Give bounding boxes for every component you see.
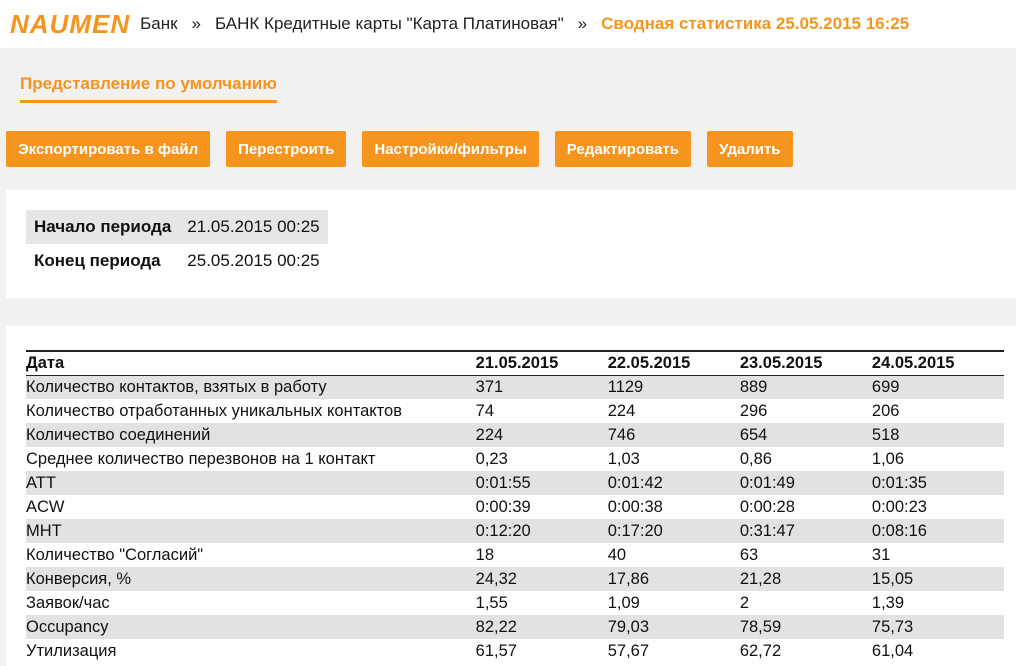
period-end-label: Конец периода (34, 251, 161, 270)
column-header-day: 23.05.2015 (740, 351, 872, 375)
metric-value: 0:17:20 (608, 519, 740, 543)
metric-value: 1,06 (871, 449, 905, 468)
metric-value: 654 (740, 423, 872, 447)
metric-value: 82,22 (476, 615, 608, 639)
table-row (26, 519, 1004, 543)
metric-label: MHT (26, 519, 476, 543)
metric-value: 79,03 (608, 615, 740, 639)
metric-label: Количество соединений (26, 423, 476, 447)
stats-table (26, 350, 1004, 663)
table-row (26, 591, 1004, 615)
metric-value: 63 (739, 545, 759, 564)
period-table (26, 210, 328, 278)
view-tabs (0, 62, 1016, 112)
table-row (26, 543, 1004, 567)
table-row (26, 567, 1004, 591)
column-header-day: 21.05.2015 (476, 351, 608, 375)
column-header-day: 24.05.2015 (872, 351, 1004, 375)
page-title: Сводная статистика 25.05.2015 16:25 (601, 14, 910, 33)
metric-value: 296 (739, 401, 768, 420)
period-panel (6, 190, 1016, 298)
metric-value: 24,32 (476, 567, 608, 591)
table-row (26, 639, 1004, 663)
metric-label: Количество отработанных уникальных контактов (26, 401, 402, 420)
metric-value: 0:00:23 (871, 497, 927, 516)
metric-value: 15,05 (872, 567, 1004, 591)
metric-value: 21,28 (740, 567, 872, 591)
period-start-value: 21.05.2015 00:25 (179, 210, 327, 244)
metric-value: 18 (475, 545, 495, 564)
table-row (26, 447, 1004, 471)
breadcrumb-separator: » (577, 14, 588, 33)
table-row (26, 471, 1004, 495)
metric-value: 371 (476, 375, 608, 399)
column-header-date: Дата (26, 351, 476, 375)
naumen-logo[interactable]: NAUMEN (10, 8, 131, 39)
stats-panel (6, 326, 1016, 666)
metric-label: ACW (26, 497, 65, 516)
settings-filters-button[interactable]: Настройки/фильтры (362, 131, 538, 167)
metric-value: 224 (607, 401, 636, 420)
metric-value: 61,57 (475, 641, 517, 660)
metric-value: 0:12:20 (476, 519, 608, 543)
metric-value: 699 (872, 375, 1004, 399)
header-bar (0, 0, 1016, 48)
metric-value: 0:00:28 (739, 497, 795, 516)
metric-label: Заявок/час (26, 593, 110, 612)
delete-button[interactable]: Удалить (707, 131, 793, 167)
metric-value: 518 (872, 423, 1004, 447)
table-row (26, 615, 1004, 639)
period-start-row (26, 210, 328, 244)
metric-value: 0:31:47 (740, 519, 872, 543)
metric-value: 746 (608, 423, 740, 447)
metric-label: ATT (26, 471, 476, 495)
metric-value: 206 (871, 401, 900, 420)
metric-label: Среднее количество перезвонов на 1 контакт (26, 449, 376, 468)
metric-value: 889 (740, 375, 872, 399)
breadcrumb-project[interactable]: БАНК Кредитные карты "Карта Платиновая" (215, 14, 564, 33)
metric-value: 1129 (608, 375, 740, 399)
metric-value: 40 (607, 545, 627, 564)
breadcrumb-bank[interactable]: Банк (140, 14, 178, 33)
table-row (26, 399, 1004, 423)
metric-value: 75,73 (872, 615, 1004, 639)
tab-default-view[interactable]: Представление по умолчанию (20, 74, 277, 103)
metric-value: 1,09 (607, 593, 640, 612)
metric-value: 224 (476, 423, 608, 447)
breadcrumb-separator: » (191, 14, 202, 33)
column-header-day: 22.05.2015 (608, 351, 740, 375)
table-row (26, 495, 1004, 519)
table-row (26, 423, 1004, 447)
stats-header-row (26, 351, 1004, 375)
metric-value: 0:00:39 (475, 497, 531, 516)
toolbar (6, 131, 793, 167)
metric-value: 31 (871, 545, 891, 564)
metric-value: 0:01:49 (740, 471, 872, 495)
metric-label: Количество "Согласий" (26, 545, 204, 564)
metric-value: 17,86 (608, 567, 740, 591)
edit-button[interactable]: Редактировать (555, 131, 691, 167)
metric-label: Occupancy (26, 615, 476, 639)
metric-value: 0:01:35 (872, 471, 1004, 495)
rebuild-button[interactable]: Перестроить (226, 131, 346, 167)
period-end-value: 25.05.2015 00:25 (187, 251, 320, 270)
metric-value: 0:01:42 (608, 471, 740, 495)
metric-value: 74 (475, 401, 495, 420)
metric-value: 1,03 (607, 449, 640, 468)
stats-body (26, 375, 1004, 663)
metric-value: 2 (739, 593, 750, 612)
metric-value: 61,04 (871, 641, 914, 660)
metric-label: Утилизация (26, 641, 117, 660)
metric-label: Количество контактов, взятых в работу (26, 375, 476, 399)
metric-value: 1,39 (871, 593, 905, 612)
period-start-label: Начало периода (26, 210, 179, 244)
metric-value: 0,23 (475, 449, 508, 468)
metric-value: 1,55 (475, 593, 508, 612)
metric-value: 57,67 (607, 641, 650, 660)
metric-value: 0:00:38 (607, 497, 663, 516)
metric-value: 0:08:16 (872, 519, 1004, 543)
metric-value: 0,86 (739, 449, 772, 468)
metric-value: 62,72 (739, 641, 782, 660)
export-button[interactable]: Экспортировать в файл (6, 131, 210, 167)
period-end-row (26, 244, 328, 278)
metric-value: 78,59 (740, 615, 872, 639)
metric-value: 0:01:55 (476, 471, 608, 495)
table-row (26, 375, 1004, 399)
metric-label: Конверсия, % (26, 567, 476, 591)
